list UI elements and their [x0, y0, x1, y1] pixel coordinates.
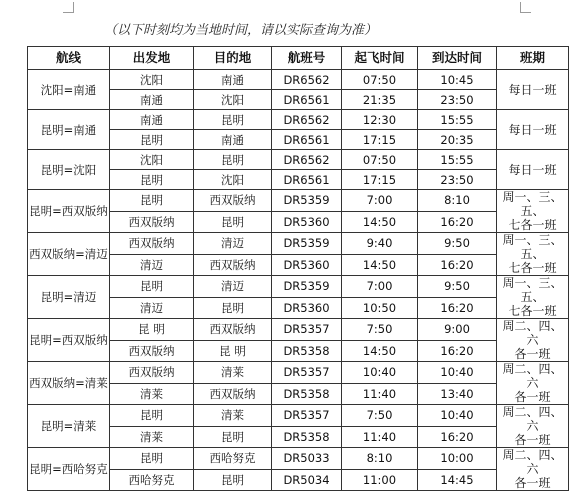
flight-number-cell: DR5033 — [272, 448, 342, 470]
departure-time-cell: 11:00 — [342, 469, 418, 491]
arrival-time-cell: 10:40 — [418, 362, 497, 384]
header-route: 航线 — [28, 47, 110, 70]
schedule-line: 周二、四、六 — [502, 448, 563, 476]
flight-number-cell: DR6561 — [272, 130, 342, 150]
destination-cell: 昆明 — [194, 211, 272, 233]
origin-cell: 西双版纳 — [110, 211, 194, 233]
flight-number-cell: DR6561 — [272, 90, 342, 110]
departure-time-cell: 07:50 — [342, 150, 418, 170]
flight-number-cell: DR5360 — [272, 254, 342, 276]
destination-cell: 南通 — [194, 70, 272, 90]
departure-time-cell: 11:40 — [342, 426, 418, 448]
origin-cell: 西双版纳 — [110, 362, 194, 384]
schedule-line: 周二、四、六 — [502, 405, 563, 433]
destination-cell: 西双版纳 — [194, 190, 272, 212]
schedule-line: 每日一班 — [508, 162, 557, 177]
table-row — [28, 405, 569, 427]
table-row — [28, 276, 569, 298]
time-note: （以下时刻均为当地时间，请以实际查询为准） — [104, 23, 378, 38]
departure-time-cell: 21:35 — [342, 90, 418, 110]
destination-cell: 沈阳 — [194, 170, 272, 190]
schedule-line: 各一班 — [514, 433, 551, 447]
arrival-time-cell: 20:35 — [418, 130, 497, 150]
table-header-row — [28, 47, 569, 70]
schedule-cell — [497, 233, 569, 276]
destination-cell: 昆 明 — [194, 340, 272, 362]
table-row — [28, 150, 569, 170]
arrival-time-cell: 10:00 — [418, 448, 497, 470]
arrival-time-cell: 10:45 — [418, 70, 497, 90]
table-row — [28, 469, 569, 491]
schedule-cell — [497, 405, 569, 448]
flight-number-cell: DR5358 — [272, 383, 342, 405]
schedule-cell — [497, 190, 569, 233]
route-name: 沈阳=南通 — [28, 70, 110, 110]
schedule-cell — [497, 70, 569, 110]
origin-cell: 昆明 — [110, 130, 194, 150]
destination-cell: 清迈 — [194, 233, 272, 255]
schedule-line: 周一、三、五、 — [502, 190, 563, 218]
destination-cell: 昆明 — [194, 426, 272, 448]
destination-cell: 西双版纳 — [194, 383, 272, 405]
arrival-time-cell: 9:50 — [418, 233, 497, 255]
flight-number-cell: DR6562 — [272, 110, 342, 130]
arrival-time-cell: 16:20 — [418, 211, 497, 233]
schedule-line: 各一班 — [514, 476, 551, 490]
table-row — [28, 383, 569, 405]
table-row — [28, 297, 569, 319]
schedule-line: 七各一班 — [508, 261, 557, 275]
header-destination: 目的地 — [194, 47, 272, 70]
destination-cell: 沈阳 — [194, 90, 272, 110]
origin-cell: 南通 — [110, 90, 194, 110]
flight-number-cell: DR6562 — [272, 150, 342, 170]
arrival-time-cell: 14:45 — [418, 469, 497, 491]
table-row — [28, 110, 569, 130]
schedule-line: 周二、四、六 — [502, 319, 563, 347]
origin-cell: 昆 明 — [110, 319, 194, 341]
flight-number-cell: DR5359 — [272, 233, 342, 255]
flight-number-cell: DR5358 — [272, 426, 342, 448]
schedule-cell — [497, 362, 569, 405]
departure-time-cell: 7:50 — [342, 319, 418, 341]
flight-number-cell: DR6561 — [272, 170, 342, 190]
table-row — [28, 448, 569, 470]
route-name: 昆明=西哈努克 — [28, 448, 110, 491]
table-body — [28, 70, 569, 491]
route-name: 昆明=南通 — [28, 110, 110, 150]
schedule-line: 七各一班 — [508, 304, 557, 318]
destination-cell: 昆明 — [194, 297, 272, 319]
header-flight-number: 航班号 — [272, 47, 342, 70]
origin-cell: 昆明 — [110, 448, 194, 470]
header-arrival-time: 到达时间 — [418, 47, 497, 70]
schedule-line: 周一、三、五、 — [502, 233, 563, 261]
header-schedule: 班期 — [497, 47, 569, 70]
origin-cell: 清莱 — [110, 383, 194, 405]
schedule-cell — [497, 448, 569, 491]
route-name: 昆明=西双版纳 — [28, 319, 110, 362]
departure-time-cell: 07:50 — [342, 70, 418, 90]
origin-cell: 清迈 — [110, 254, 194, 276]
origin-cell: 昆明 — [110, 190, 194, 212]
origin-cell: 沈阳 — [110, 70, 194, 90]
arrival-time-cell: 13:40 — [418, 383, 497, 405]
schedule-cell — [497, 150, 569, 190]
departure-time-cell: 10:50 — [342, 297, 418, 319]
departure-time-cell: 10:40 — [342, 362, 418, 384]
origin-cell: 昆明 — [110, 405, 194, 427]
arrival-time-cell: 16:20 — [418, 254, 497, 276]
schedule-cell — [497, 319, 569, 362]
departure-time-cell: 8:10 — [342, 448, 418, 470]
departure-time-cell: 14:50 — [342, 340, 418, 362]
table-row — [28, 90, 569, 110]
origin-cell: 西双版纳 — [110, 340, 194, 362]
destination-cell: 西双版纳 — [194, 319, 272, 341]
schedule-line: 各一班 — [514, 347, 551, 361]
departure-time-cell: 7:00 — [342, 276, 418, 298]
table-row — [28, 170, 569, 190]
schedule-line: 各一班 — [514, 390, 551, 404]
route-name: 西双版纳=清迈 — [28, 233, 110, 276]
page-corner-mark-left — [63, 2, 74, 13]
table-row — [28, 319, 569, 341]
departure-time-cell: 17:15 — [342, 130, 418, 150]
arrival-time-cell: 16:20 — [418, 426, 497, 448]
destination-cell: 西双版纳 — [194, 254, 272, 276]
destination-cell: 清迈 — [194, 276, 272, 298]
header-departure-time: 起飞时间 — [342, 47, 418, 70]
origin-cell: 西哈努克 — [110, 469, 194, 491]
arrival-time-cell: 23:50 — [418, 90, 497, 110]
route-name: 昆明=西双版纳 — [28, 190, 110, 233]
flight-number-cell: DR5359 — [272, 190, 342, 212]
schedule-line: 每日一班 — [508, 82, 557, 97]
schedule-line: 每日一班 — [508, 122, 557, 137]
origin-cell: 沈阳 — [110, 150, 194, 170]
origin-cell: 清迈 — [110, 297, 194, 319]
arrival-time-cell: 16:20 — [418, 297, 497, 319]
departure-time-cell: 17:15 — [342, 170, 418, 190]
schedule-cell — [497, 276, 569, 319]
departure-time-cell: 7:00 — [342, 190, 418, 212]
departure-time-cell: 14:50 — [342, 211, 418, 233]
flight-number-cell: DR5358 — [272, 340, 342, 362]
table-row — [28, 130, 569, 150]
origin-cell: 昆明 — [110, 276, 194, 298]
departure-time-cell: 11:40 — [342, 383, 418, 405]
flight-number-cell: DR5357 — [272, 362, 342, 384]
arrival-time-cell: 9:00 — [418, 319, 497, 341]
table-row — [28, 362, 569, 384]
schedule-cell — [497, 110, 569, 150]
destination-cell: 清莱 — [194, 362, 272, 384]
arrival-time-cell: 23:50 — [418, 170, 497, 190]
flight-number-cell: DR5360 — [272, 297, 342, 319]
table-row — [28, 211, 569, 233]
destination-cell: 昆明 — [194, 469, 272, 491]
flight-schedule-table — [27, 46, 569, 491]
table-row — [28, 190, 569, 212]
table-row — [28, 254, 569, 276]
route-name: 昆明=清迈 — [28, 276, 110, 319]
route-name: 昆明=沈阳 — [28, 150, 110, 190]
schedule-line: 七各一班 — [508, 218, 557, 232]
route-name: 昆明=清莱 — [28, 405, 110, 448]
flight-number-cell: DR5360 — [272, 211, 342, 233]
arrival-time-cell: 15:55 — [418, 110, 497, 130]
origin-cell: 南通 — [110, 110, 194, 130]
departure-time-cell: 14:50 — [342, 254, 418, 276]
origin-cell: 清莱 — [110, 426, 194, 448]
header-origin: 出发地 — [110, 47, 194, 70]
arrival-time-cell: 9:50 — [418, 276, 497, 298]
flight-number-cell: DR5359 — [272, 276, 342, 298]
table-row — [28, 426, 569, 448]
departure-time-cell: 12:30 — [342, 110, 418, 130]
destination-cell: 清莱 — [194, 405, 272, 427]
flight-number-cell: DR6562 — [272, 70, 342, 90]
schedule-line: 周二、四、六 — [502, 362, 563, 390]
destination-cell: 西哈努克 — [194, 448, 272, 470]
arrival-time-cell: 15:55 — [418, 150, 497, 170]
flight-number-cell: DR5034 — [272, 469, 342, 491]
arrival-time-cell: 8:10 — [418, 190, 497, 212]
schedule-line: 周一、三、五、 — [502, 276, 563, 304]
departure-time-cell: 9:40 — [342, 233, 418, 255]
route-name: 西双版纳=清莱 — [28, 362, 110, 405]
origin-cell: 西双版纳 — [110, 233, 194, 255]
origin-cell: 昆明 — [110, 170, 194, 190]
page-corner-mark-right — [520, 2, 531, 13]
departure-time-cell: 7:50 — [342, 405, 418, 427]
flight-number-cell: DR5357 — [272, 319, 342, 341]
arrival-time-cell: 16:20 — [418, 340, 497, 362]
flight-number-cell: DR5357 — [272, 405, 342, 427]
arrival-time-cell: 10:40 — [418, 405, 497, 427]
destination-cell: 南通 — [194, 130, 272, 150]
table-row — [28, 233, 569, 255]
table-row — [28, 340, 569, 362]
destination-cell: 昆明 — [194, 110, 272, 130]
table-row — [28, 70, 569, 90]
destination-cell: 昆明 — [194, 150, 272, 170]
